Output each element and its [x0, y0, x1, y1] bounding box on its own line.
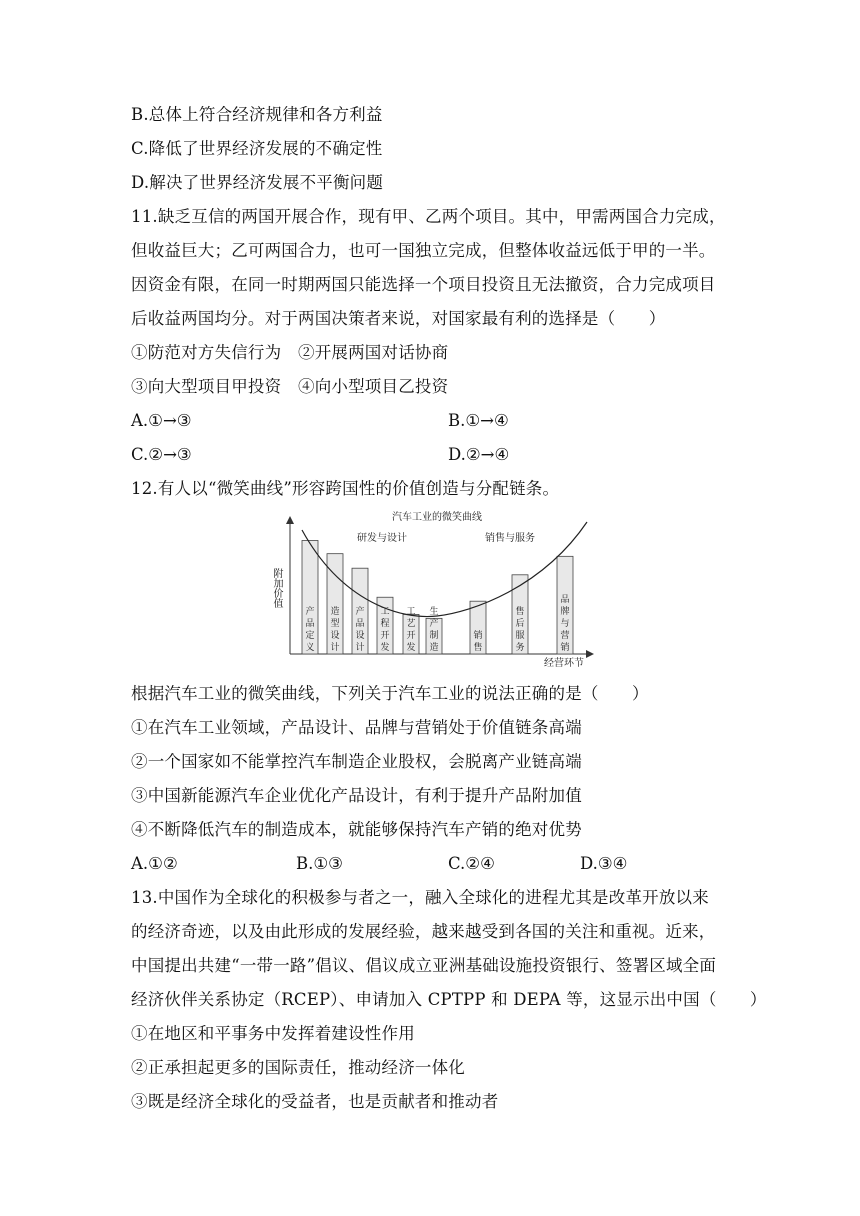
smile-curve-line — [302, 522, 587, 617]
group-label-sales: 销售与服务 — [485, 533, 535, 544]
q11-stem-line: 11.缺乏互信的两国开展合作，现有甲、乙两个项目。其中，甲需两国合力完成， — [131, 207, 726, 226]
bar-label-7: 售后服务 — [515, 607, 525, 653]
q13-statement-2: ②正承担起更多的国际责任，推动经济一体化 — [131, 1058, 465, 1077]
q11-choice-c: C.②→③ — [131, 445, 192, 464]
x-axis-label: 经营环节 — [544, 658, 584, 668]
q10-option-b: B.总体上符合经济规律和各方利益 — [131, 105, 383, 124]
q11-statements-3-4: ③向大型项目甲投资 ④向小型项目乙投资 — [131, 377, 449, 396]
q12-question: 根据汽车工业的微笑曲线，下列关于汽车工业的说法正确的是（ ） — [131, 684, 649, 703]
q12-stem: 12.有人以“微笑曲线”形容跨国性的价值创造与分配链条。 — [131, 479, 560, 498]
bar-label-8: 品牌与营销 — [560, 595, 570, 653]
q10-option-d: D.解决了世界经济发展不平衡问题 — [131, 173, 384, 192]
smile-curve-chart — [272, 508, 602, 668]
q12-choice-b: B.①③ — [296, 854, 343, 873]
group-label-rd: 研发与设计 — [357, 533, 407, 544]
q12-statement-3: ③中国新能源汽车企业优化产品设计，有利于提升产品附加值 — [131, 786, 582, 805]
chart-title: 汽车工业的微笑曲线 — [392, 512, 482, 523]
q10-option-c: C.降低了世界经济发展的不确定性 — [131, 139, 383, 158]
y-axis-label: 附加价值 — [271, 568, 282, 608]
bar-label-6: 销售 — [473, 631, 483, 653]
q12-choice-d: D.③④ — [580, 854, 628, 873]
bar-label-5: 生产制造 — [429, 607, 439, 653]
q12-statement-2: ②一个国家如不能掌控汽车制造企业股权，会脱离产业链高端 — [131, 752, 582, 771]
q13-stem-line: 的经济奇迹，以及由此形成的发展经验，越来越受到各国的关注和重视。近来， — [131, 922, 716, 941]
q11-stem-line: 但收益巨大；乙可两国合力，也可一国独立完成，但整体收益远低于甲的一半。 — [131, 241, 716, 260]
q12-statement-4: ④不断降低汽车的制造成本，就能够保持汽车产销的绝对优势 — [131, 820, 582, 839]
q13-stem-line: 13.中国作为全球化的积极参与者之一，融入全球化的进程尤其是改革开放以来 — [131, 888, 709, 907]
q12-statement-1: ①在汽车工业领域，产品设计、品牌与营销处于价值链条高端 — [131, 718, 582, 737]
q13-statement-1: ①在地区和平事务中发挥着建设性作用 — [131, 1024, 415, 1043]
q11-choice-d: D.②→④ — [448, 445, 510, 464]
q11-choice-a: A.①→③ — [131, 411, 192, 430]
q11-choice-b: B.①→④ — [448, 411, 509, 430]
q11-stem-line: 后收益两国均分。对于两国决策者来说，对国家最有利的选择是（ ） — [131, 309, 666, 328]
q11-statements-1-2: ①防范对方失信行为 ②开展两国对话协商 — [131, 343, 449, 362]
bar-label-3: 工程开发 — [380, 607, 390, 653]
q11-stem-line: 因资金有限，在同一时期两国只能选择一个项目投资且无法撤资，合力完成项目 — [131, 275, 716, 294]
q13-stem-line: 经济伙伴关系协定（RCEP）、申请加入 CPTPP 和 DEPA 等，这显示出中国（ ） — [131, 990, 767, 1009]
bar-label-1: 造型设计 — [330, 607, 340, 653]
q13-statement-3: ③既是经济全球化的受益者，也是贡献者和推动者 — [131, 1092, 499, 1111]
q12-choice-c: C.②④ — [448, 854, 495, 873]
bar-label-2: 产品设计 — [355, 607, 365, 653]
bar-label-0: 产品定义 — [305, 607, 315, 653]
q13-stem-line: 中国提出共建“一带一路”倡议、倡议成立亚洲基础设施投资银行、签署区域全面 — [131, 956, 717, 975]
q12-choice-a: A.①② — [131, 854, 178, 873]
bar-label-4: 工艺开发 — [406, 607, 416, 653]
